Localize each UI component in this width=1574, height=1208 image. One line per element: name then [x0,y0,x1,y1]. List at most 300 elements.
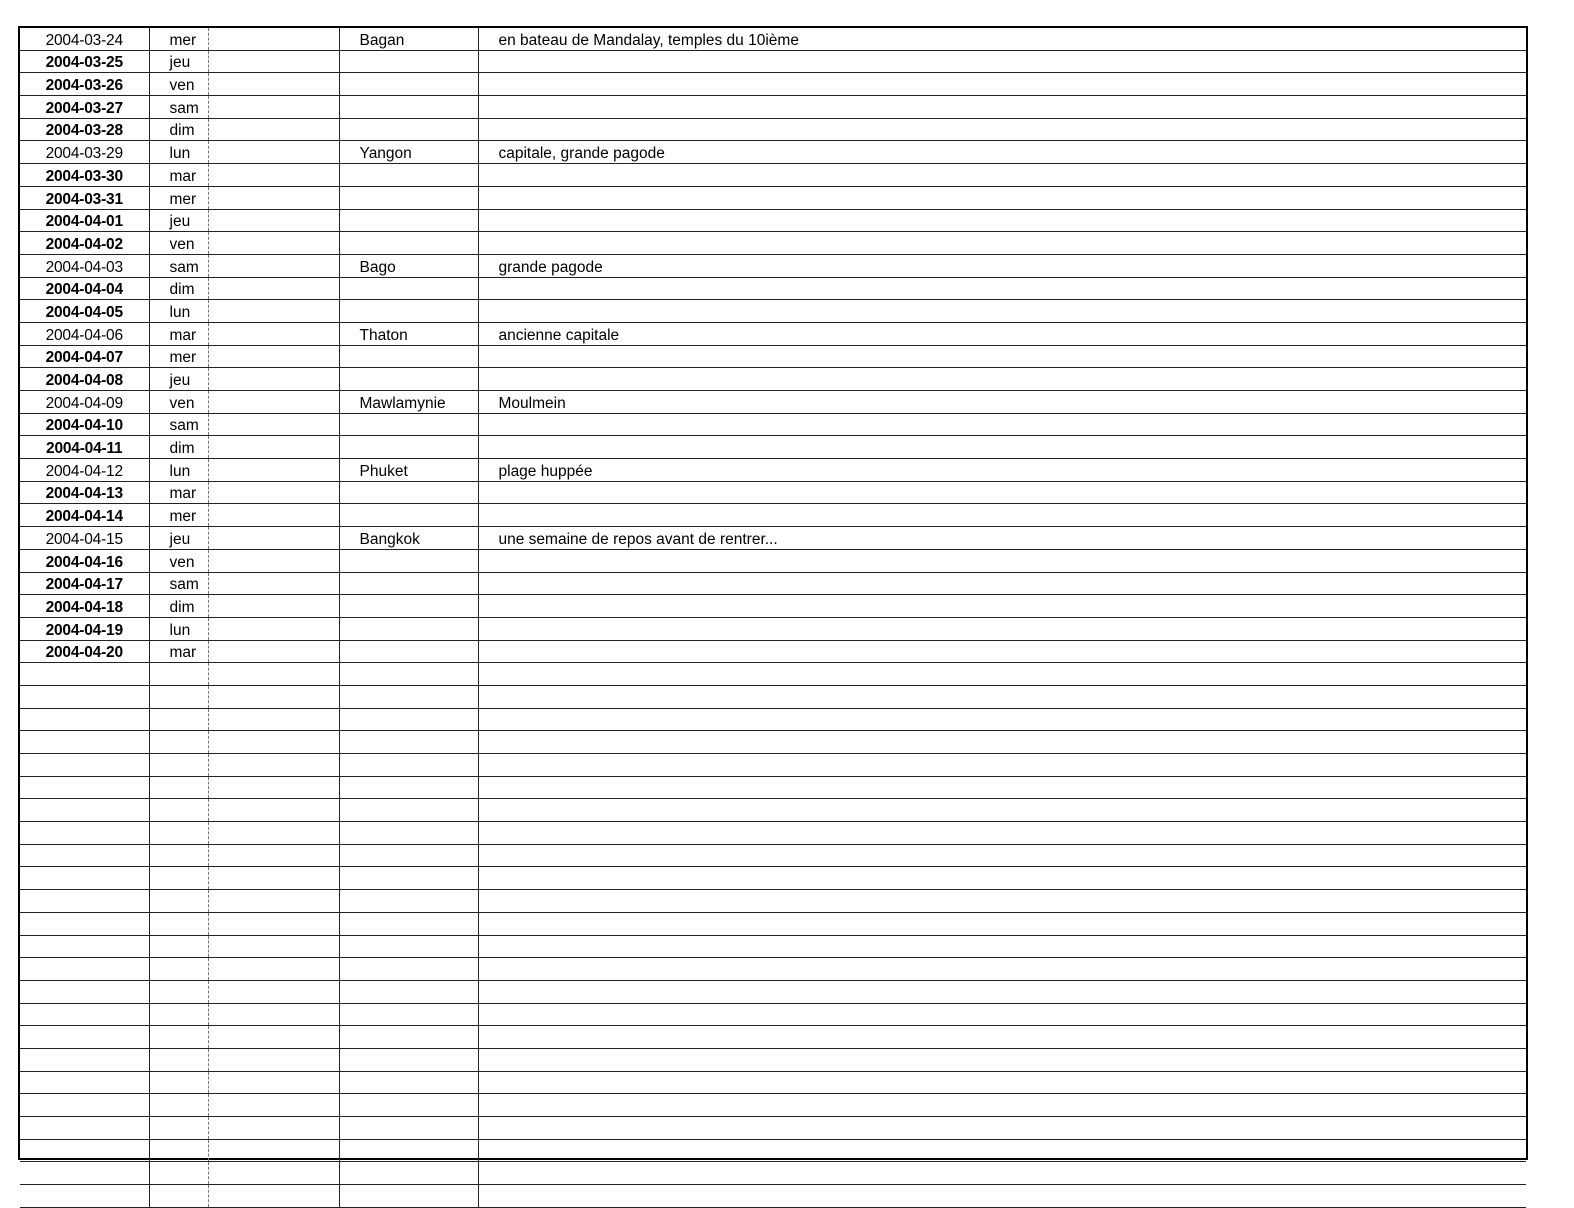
date-cell [20,1094,149,1117]
blank-cell [208,50,339,73]
empty-row [20,708,1526,731]
blank-cell [208,708,339,731]
blank-cell [208,617,339,640]
date-cell: 2004-04-15 [20,527,149,550]
date-cell: 2004-04-14 [20,504,149,527]
weekday-cell: mer [149,504,208,527]
empty-row [20,912,1526,935]
note-cell [478,368,1526,391]
table-row [20,209,1526,232]
place-cell [339,73,478,96]
note-cell [478,708,1526,731]
table-row [20,413,1526,436]
note-cell [478,754,1526,777]
empty-row [20,844,1526,867]
date-cell: 2004-04-02 [20,232,149,255]
date-cell [20,776,149,799]
blank-cell [208,96,339,119]
blank-cell [208,980,339,1003]
note-cell [478,890,1526,913]
note-cell [478,935,1526,958]
date-cell: 2004-04-12 [20,459,149,482]
weekday-cell: ven [149,232,208,255]
note-cell [478,617,1526,640]
place-cell [339,617,478,640]
place-cell [339,232,478,255]
blank-cell [208,776,339,799]
date-cell [20,822,149,845]
note-cell: capitale, grande pagode [478,141,1526,164]
weekday-cell [149,1162,208,1185]
blank-cell [208,232,339,255]
blank-cell [208,935,339,958]
weekday-cell [149,754,208,777]
date-cell [20,754,149,777]
date-cell: 2004-04-17 [20,572,149,595]
date-cell [20,844,149,867]
empty-row [20,685,1526,708]
weekday-cell: mer [149,345,208,368]
blank-cell [208,141,339,164]
place-cell [339,799,478,822]
note-cell [478,731,1526,754]
date-cell [20,1117,149,1140]
place-cell [339,413,478,436]
weekday-cell [149,663,208,686]
date-cell [20,912,149,935]
table-row [20,436,1526,459]
weekday-cell [149,1117,208,1140]
blank-cell [208,572,339,595]
blank-cell [208,1117,339,1140]
note-cell [478,572,1526,595]
blank-cell [208,663,339,686]
date-cell [20,890,149,913]
blank-cell [208,300,339,323]
note-cell [478,844,1526,867]
weekday-cell: jeu [149,368,208,391]
note-cell [478,345,1526,368]
date-cell: 2004-03-27 [20,96,149,119]
place-cell: Mawlamynie [339,391,478,414]
weekday-cell [149,731,208,754]
note-cell [478,1117,1526,1140]
blank-cell [208,912,339,935]
blank-cell [208,209,339,232]
date-cell [20,1048,149,1071]
note-cell [478,209,1526,232]
note-cell: plage huppée [478,459,1526,482]
blank-cell [208,799,339,822]
table-row [20,391,1526,414]
place-cell [339,890,478,913]
weekday-cell [149,708,208,731]
note-cell [478,822,1526,845]
weekday-cell: mer [149,28,208,50]
date-cell: 2004-03-26 [20,73,149,96]
note-cell [478,958,1526,981]
place-cell: Yangon [339,141,478,164]
weekday-cell [149,1071,208,1094]
weekday-cell: dim [149,436,208,459]
date-cell: 2004-04-11 [20,436,149,459]
place-cell [339,685,478,708]
weekday-cell: jeu [149,50,208,73]
blank-cell [208,754,339,777]
place-cell [339,1117,478,1140]
weekday-cell: jeu [149,209,208,232]
date-cell: 2004-04-10 [20,413,149,436]
empty-row [20,754,1526,777]
table-row [20,617,1526,640]
place-cell [339,436,478,459]
date-cell: 2004-04-04 [20,277,149,300]
table-row [20,640,1526,663]
date-cell [20,663,149,686]
note-cell [478,186,1526,209]
table-row [20,504,1526,527]
place-cell [339,958,478,981]
blank-cell [208,549,339,572]
note-cell [478,277,1526,300]
date-cell: 2004-04-19 [20,617,149,640]
empty-row [20,867,1526,890]
blank-cell [208,890,339,913]
weekday-cell [149,1003,208,1026]
blank-cell [208,1139,339,1162]
note-cell: ancienne capitale [478,322,1526,345]
date-cell [20,1162,149,1185]
date-cell: 2004-04-09 [20,391,149,414]
note-cell [478,118,1526,141]
table-row [20,300,1526,323]
note-cell [478,232,1526,255]
note-cell [478,164,1526,187]
note-cell [478,1003,1526,1026]
place-cell [339,731,478,754]
empty-row [20,935,1526,958]
date-cell: 2004-03-29 [20,141,149,164]
place-cell [339,481,478,504]
weekday-cell: ven [149,549,208,572]
weekday-cell: lun [149,141,208,164]
weekday-cell: sam [149,96,208,119]
place-cell [339,754,478,777]
weekday-cell [149,867,208,890]
note-cell [478,980,1526,1003]
date-cell: 2004-04-18 [20,595,149,618]
place-cell [339,708,478,731]
note-cell [478,413,1526,436]
table-row [20,164,1526,187]
place-cell [339,50,478,73]
note-cell [478,1071,1526,1094]
empty-row [20,663,1526,686]
date-cell [20,867,149,890]
blank-cell [208,368,339,391]
blank-cell [208,164,339,187]
place-cell: Bago [339,254,478,277]
place-cell [339,345,478,368]
empty-row [20,799,1526,822]
place-cell [339,1026,478,1049]
table-row [20,572,1526,595]
blank-cell [208,1048,339,1071]
table-row [20,96,1526,119]
note-cell [478,663,1526,686]
note-cell: une semaine de repos avant de rentrer... [478,527,1526,550]
place-cell [339,776,478,799]
note-cell [478,50,1526,73]
note-cell [478,504,1526,527]
note-cell [478,436,1526,459]
table-row [20,595,1526,618]
date-cell: 2004-04-06 [20,322,149,345]
place-cell: Thaton [339,322,478,345]
table-row [20,277,1526,300]
weekday-cell [149,890,208,913]
blank-cell [208,595,339,618]
place-cell [339,118,478,141]
note-cell [478,1139,1526,1162]
note-cell: Moulmein [478,391,1526,414]
blank-cell [208,1094,339,1117]
place-cell [339,1139,478,1162]
place-cell [339,1162,478,1185]
blank-cell [208,459,339,482]
date-cell: 2004-04-16 [20,549,149,572]
place-cell [339,822,478,845]
place-cell [339,595,478,618]
empty-row [20,890,1526,913]
blank-cell [208,436,339,459]
weekday-cell: jeu [149,527,208,550]
empty-row [20,1071,1526,1094]
table-row [20,141,1526,164]
place-cell [339,663,478,686]
empty-row [20,1162,1526,1185]
place-cell [339,1071,478,1094]
blank-cell [208,118,339,141]
weekday-cell [149,980,208,1003]
weekday-cell: ven [149,391,208,414]
place-cell [339,300,478,323]
table-row [20,459,1526,482]
empty-row [20,1048,1526,1071]
weekday-cell: mar [149,481,208,504]
date-cell: 2004-03-31 [20,186,149,209]
place-cell [339,912,478,935]
blank-cell [208,73,339,96]
place-cell [339,368,478,391]
date-cell: 2004-04-03 [20,254,149,277]
weekday-cell [149,912,208,935]
table-row [20,345,1526,368]
weekday-cell: sam [149,413,208,436]
blank-cell [208,822,339,845]
table-row [20,73,1526,96]
table-row [20,232,1526,255]
blank-cell [208,413,339,436]
empty-row [20,1139,1526,1162]
weekday-cell: mer [149,186,208,209]
blank-cell [208,391,339,414]
date-cell: 2004-04-07 [20,345,149,368]
blank-cell [208,844,339,867]
note-cell [478,73,1526,96]
date-cell [20,980,149,1003]
weekday-cell [149,822,208,845]
date-cell: 2004-04-05 [20,300,149,323]
table-row [20,549,1526,572]
table-row [20,368,1526,391]
weekday-cell: mar [149,640,208,663]
blank-cell [208,1162,339,1185]
date-cell [20,731,149,754]
note-cell [478,481,1526,504]
place-cell: Bagan [339,28,478,50]
weekday-cell [149,1139,208,1162]
place-cell [339,277,478,300]
blank-cell [208,186,339,209]
weekday-cell: lun [149,300,208,323]
note-cell: en bateau de Mandalay, temples du 10ième [478,28,1526,50]
note-cell [478,1026,1526,1049]
date-cell [20,935,149,958]
table-row [20,481,1526,504]
weekday-cell: dim [149,595,208,618]
place-cell [339,164,478,187]
empty-row [20,958,1526,981]
place-cell [339,96,478,119]
date-cell: 2004-03-30 [20,164,149,187]
empty-row [20,980,1526,1003]
date-cell [20,1003,149,1026]
itinerary-table [20,28,1526,1208]
date-cell [20,1026,149,1049]
table-row [20,186,1526,209]
date-cell: 2004-04-01 [20,209,149,232]
place-cell [339,867,478,890]
date-cell [20,685,149,708]
place-cell [339,1094,478,1117]
note-cell [478,799,1526,822]
note-cell [478,1162,1526,1185]
blank-cell [208,527,339,550]
date-cell: 2004-04-13 [20,481,149,504]
date-cell [20,799,149,822]
itinerary-sheet [18,26,1528,1160]
empty-row [20,822,1526,845]
table-row [20,118,1526,141]
weekday-cell: sam [149,254,208,277]
place-cell [339,935,478,958]
note-cell [478,685,1526,708]
weekday-cell: dim [149,118,208,141]
blank-cell [208,504,339,527]
blank-cell [208,731,339,754]
note-cell [478,912,1526,935]
weekday-cell [149,1094,208,1117]
date-cell: 2004-03-24 [20,28,149,50]
weekday-cell [149,776,208,799]
table-row [20,50,1526,73]
weekday-cell [149,1048,208,1071]
weekday-cell: mar [149,164,208,187]
blank-cell [208,254,339,277]
weekday-cell [149,799,208,822]
empty-row [20,731,1526,754]
blank-cell [208,28,339,50]
weekday-cell: lun [149,459,208,482]
weekday-cell: lun [149,617,208,640]
note-cell [478,640,1526,663]
weekday-cell [149,1026,208,1049]
empty-row [20,1026,1526,1049]
note-cell [478,549,1526,572]
date-cell: 2004-03-28 [20,118,149,141]
place-cell: Phuket [339,459,478,482]
weekday-cell: sam [149,572,208,595]
note-cell [478,1094,1526,1117]
blank-cell [208,322,339,345]
place-cell [339,1048,478,1071]
date-cell [20,1139,149,1162]
place-cell [339,844,478,867]
note-cell [478,96,1526,119]
place-cell [339,980,478,1003]
blank-cell [208,345,339,368]
note-cell [478,776,1526,799]
note-cell: grande pagode [478,254,1526,277]
note-cell [478,1048,1526,1071]
date-cell [20,958,149,981]
date-cell: 2004-04-20 [20,640,149,663]
weekday-cell [149,844,208,867]
place-cell: Bangkok [339,527,478,550]
date-cell: 2004-03-25 [20,50,149,73]
date-cell [20,1071,149,1094]
place-cell [339,209,478,232]
place-cell [339,572,478,595]
weekday-cell [149,958,208,981]
note-cell [478,867,1526,890]
blank-cell [208,1026,339,1049]
place-cell [339,504,478,527]
place-cell [339,640,478,663]
blank-cell [208,1071,339,1094]
table-row [20,527,1526,550]
date-cell: 2004-04-08 [20,368,149,391]
blank-cell [208,640,339,663]
weekday-cell [149,935,208,958]
date-cell [20,708,149,731]
blank-cell [208,958,339,981]
place-cell [339,549,478,572]
empty-row [20,1003,1526,1026]
blank-cell [208,1003,339,1026]
weekday-cell: dim [149,277,208,300]
note-cell [478,300,1526,323]
empty-row [20,776,1526,799]
place-cell [339,186,478,209]
table-row [20,28,1526,50]
blank-cell [208,481,339,504]
blank-cell [208,867,339,890]
itinerary-rows [20,28,1526,1207]
weekday-cell: mar [149,322,208,345]
weekday-cell: ven [149,73,208,96]
